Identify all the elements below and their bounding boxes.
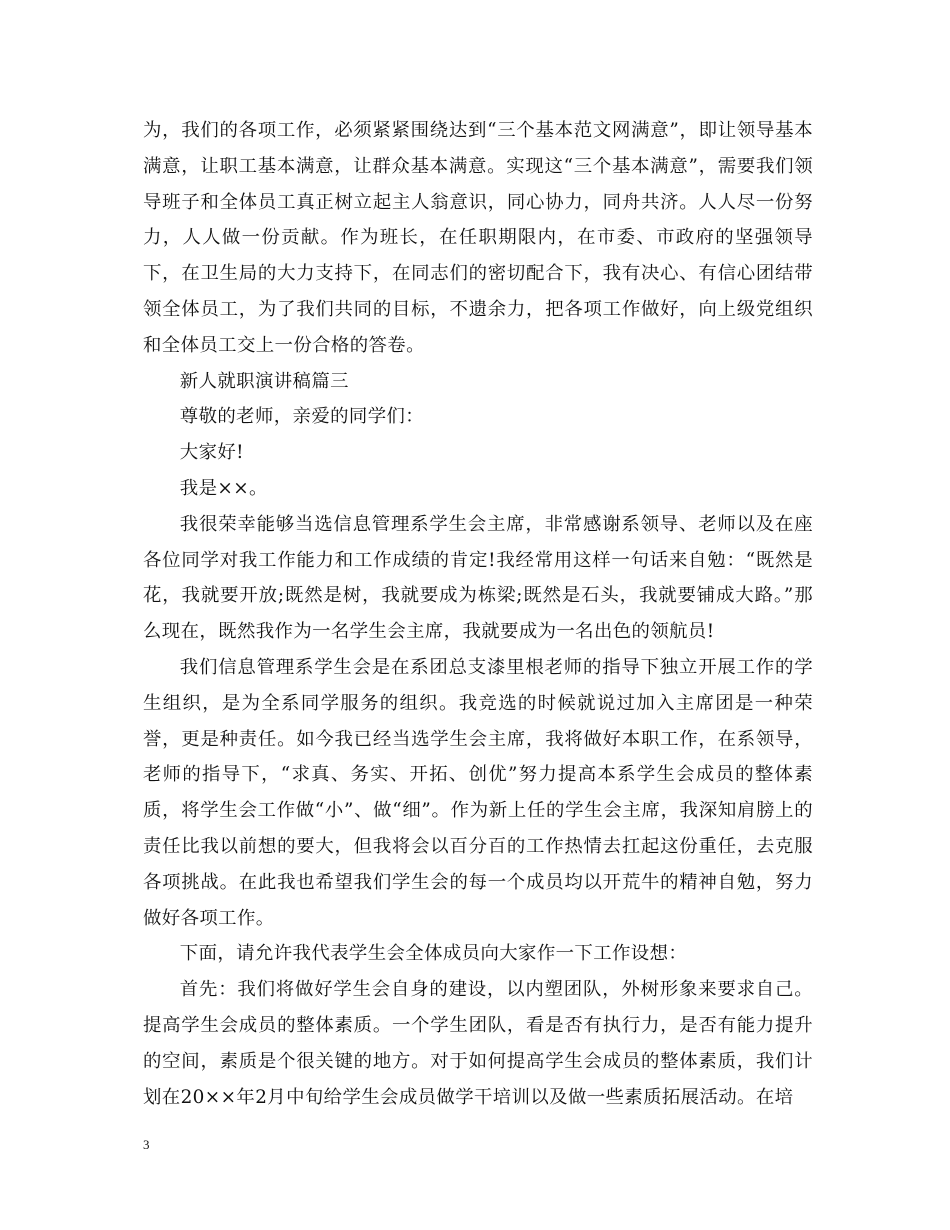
section-heading: 新人就职演讲稿篇三	[179, 370, 349, 392]
paragraph: 首先：我们将做好学生会自身的建设，以内塑团队，外树形象来要求自己。提高学生会成员的整体素质。一个学生团队，看是否有执行力，是否有能力提升的空间，素质是个很关键的地方。对于如何提高学生会成员的整体素质，我们计划在20××年2月中旬给学生会成员做学干培训以及做一些素质拓展活动。在培	[143, 979, 813, 1108]
self-introduction: 我是××。	[179, 477, 268, 499]
salutation: 尊敬的老师，亲爱的同学们：	[179, 406, 425, 428]
body-text	[143, 113, 813, 1115]
greeting: 大家好!	[179, 442, 244, 464]
paragraph: 下面，请允许我代表学生会全体成员向大家作一下工作设想：	[179, 943, 688, 965]
paragraph: 我很荣幸能够当选信息管理系学生会主席，非常感谢系领导、老师以及在座各位同学对我工作能力和工作成绩的肯定!我经常用这样一句话来自勉：“既然是花，我就要开放;既然是树，我就要成为栋梁;既然是石头，我就要铺成大路。”那么现在，既然我作为一名学生会主席，我就要成为一名出色的领航员!	[143, 513, 813, 643]
paragraph: 我们信息管理系学生会是在系团总支漆里根老师的指导下独立开展工作的学生组织，是为全系同学服务的组织。我竞选的时候就说过加入主席团是一种荣誉，更是种责任。如今我已经当选学生会主席，我将做好本职工作，在系领导，老师的指导下，“求真、务实、开拓、创优”努力提高本系学生会成员的整体素质，将学生会工作做“小”、做“细”。作为新上任的学生会主席，我深知肩膀上的责任比我以前想的要大，但我将会以百分百的工作热情去扛起这份重任，去克服各项挑战。在此我也希望我们学生会的每一个成员均以开荒牛的精神自勉，努力做好各项工作。	[143, 656, 813, 929]
paragraph-continuation: 为，我们的各项工作，必须紧紧围绕达到“三个基本范文网满意”，即让领导基本满意，让职工基本满意，让群众基本满意。实现这“三个基本满意”，需要我们领导班子和全体员工真正树立起主人翁意识，同心协力，同舟共济。人人尽一份努力，人人做一份贡献。作为班长，在任职期限内，在市委、市政府的坚强领导下，在卫生局的大力支持下，在同志们的密切配合下，我有决心、有信心团结带领全体员工，为了我们共同的目标，不遗余力，把各项工作做好，向上级党组织和全体员工交上一份合格的答卷。	[143, 120, 813, 356]
page-number: 3	[143, 1137, 150, 1152]
